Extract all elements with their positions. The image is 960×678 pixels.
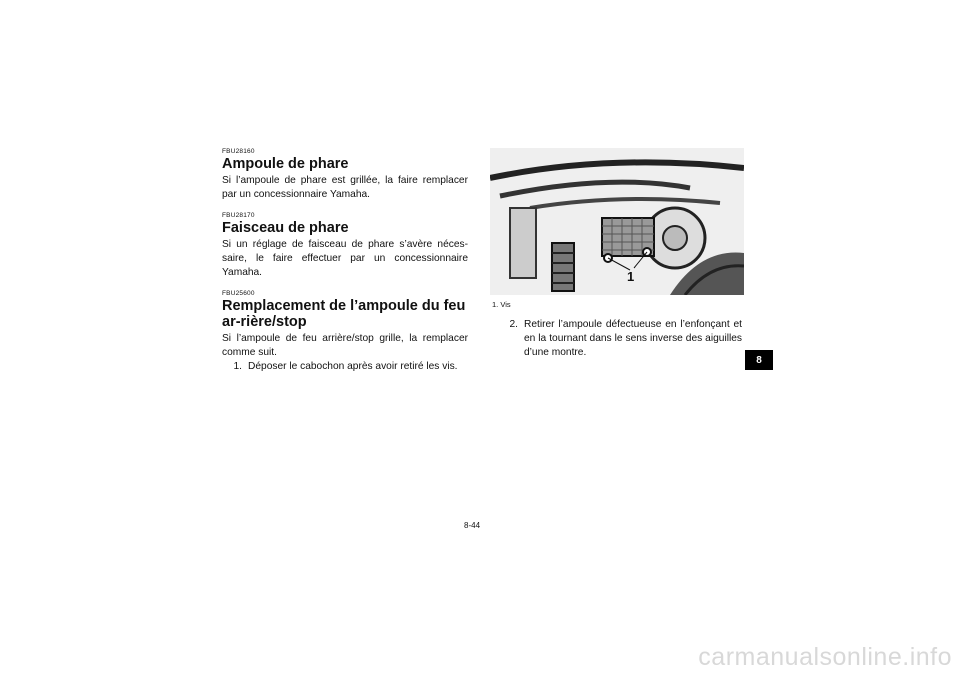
figure-caption: 1. Vis: [492, 300, 511, 309]
step-text: Retirer l’ampoule défectueuse en l’enfonçant et en la tournant dans le sens inverse des aiguilles d’une montre.: [524, 319, 742, 358]
chapter-tab: 8: [745, 350, 773, 370]
section-code: FBU28160: [222, 148, 255, 155]
figure-callout: 1: [627, 269, 635, 284]
tail-light-figure: [490, 148, 744, 295]
section-code: FBU25600: [222, 290, 255, 297]
step-item: [498, 318, 742, 360]
section-body-tail-brake-bulb: Si l’ampoule de feu arrière/stop grille, la remplacer comme suit.: [222, 333, 468, 358]
step-number: 1.: [233, 361, 242, 372]
step-text: Déposer le cabochon après avoir retiré les vis.: [248, 361, 458, 372]
section-title-headlight-beam: Faisceau de phare: [222, 220, 349, 236]
step-number: 2.: [509, 319, 518, 330]
section-body-headlight-bulb: Si l’ampoule de phare est grillée, la faire remplacer par un concessionnaire Yamaha.: [222, 175, 468, 200]
section-code: FBU28170: [222, 212, 255, 219]
section-title-tail-brake-bulb: Remplacement de l’ampoule du feu ar-rière/stop: [222, 298, 466, 330]
step-item: [222, 360, 468, 374]
watermark-text: carmanualsonline.info: [698, 643, 952, 671]
section-body-headlight-beam: Si un réglage de faisceau de phare s’avère néces-saire, le faire effectuer par un concessionnaire Yamaha.: [222, 239, 468, 278]
right-column-steps: [498, 318, 742, 360]
left-column: [222, 148, 468, 374]
section-title-headlight-bulb: Ampoule de phare: [222, 156, 349, 172]
page-number: 8-44: [464, 521, 481, 530]
tail-light-illustration: [490, 148, 744, 295]
